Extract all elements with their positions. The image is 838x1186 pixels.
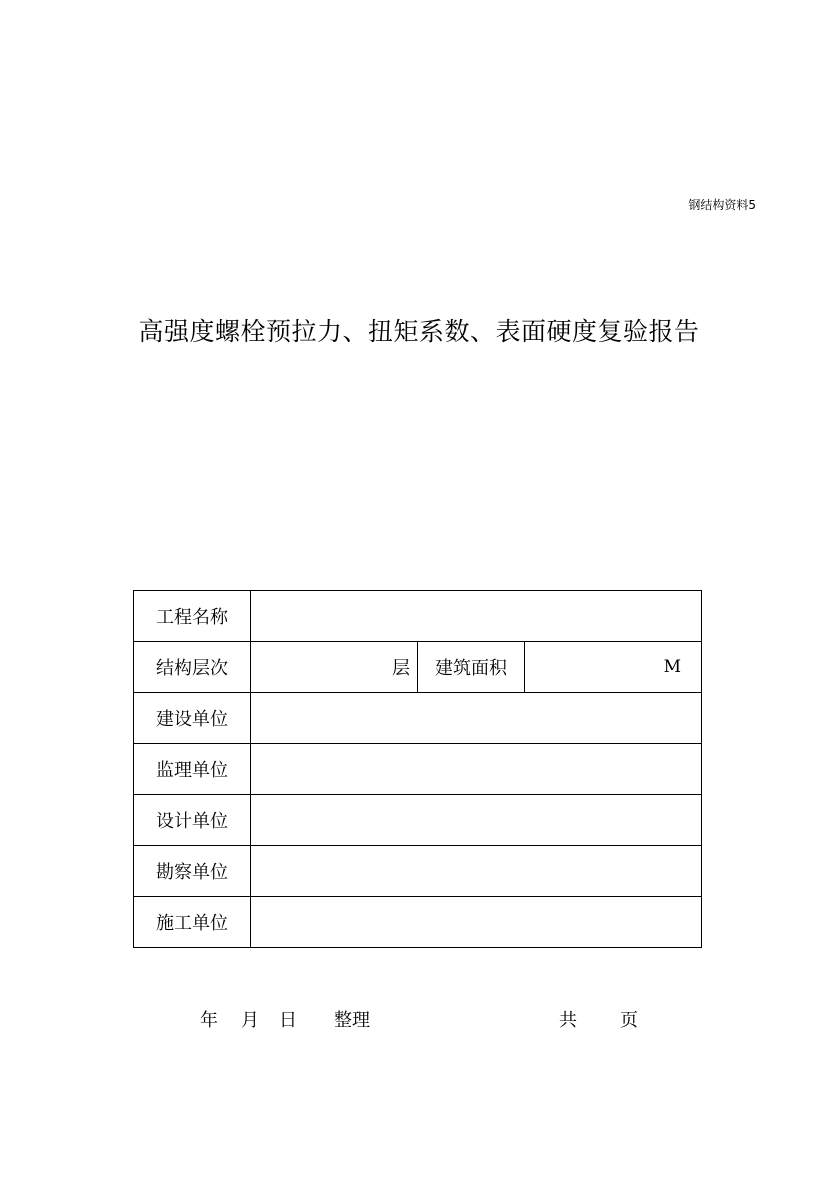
table-row <box>134 693 702 744</box>
structure-floors-label: 结构层次 <box>134 642 251 693</box>
table-row <box>134 642 702 693</box>
contractor-unit-value <box>251 897 702 948</box>
table-row <box>134 744 702 795</box>
design-unit-label: 设计单位 <box>134 795 251 846</box>
table-row <box>134 846 702 897</box>
footer-year: 年 <box>200 1010 218 1031</box>
footer-day: 日 <box>279 1010 297 1031</box>
page-title: 高强度螺栓预拉力、扭矩系数、表面硬度复验报告 <box>138 317 700 346</box>
design-unit-value <box>251 795 702 846</box>
doc-code: 钢结构资料5 <box>688 198 756 212</box>
construction-unit-label: 建设单位 <box>134 693 251 744</box>
supervision-unit-value <box>251 744 702 795</box>
footer-month: 月 <box>241 1010 259 1031</box>
survey-unit-value <box>251 846 702 897</box>
footer-compiled: 整理 <box>334 1010 370 1031</box>
info-table <box>133 590 702 948</box>
building-area-label: 建筑面积 <box>418 642 525 693</box>
area-unit: M <box>525 642 702 693</box>
table-row <box>134 897 702 948</box>
supervision-unit-label: 监理单位 <box>134 744 251 795</box>
contractor-unit-label: 施工单位 <box>134 897 251 948</box>
project-name-value <box>251 591 702 642</box>
table-row <box>134 795 702 846</box>
floors-unit: 层 <box>251 642 418 693</box>
survey-unit-label: 勘察单位 <box>134 846 251 897</box>
footer-pages: 页 <box>620 1010 638 1031</box>
footer-total: 共 <box>559 1010 577 1031</box>
construction-unit-value <box>251 693 702 744</box>
table-row <box>134 591 702 642</box>
project-name-label: 工程名称 <box>134 591 251 642</box>
